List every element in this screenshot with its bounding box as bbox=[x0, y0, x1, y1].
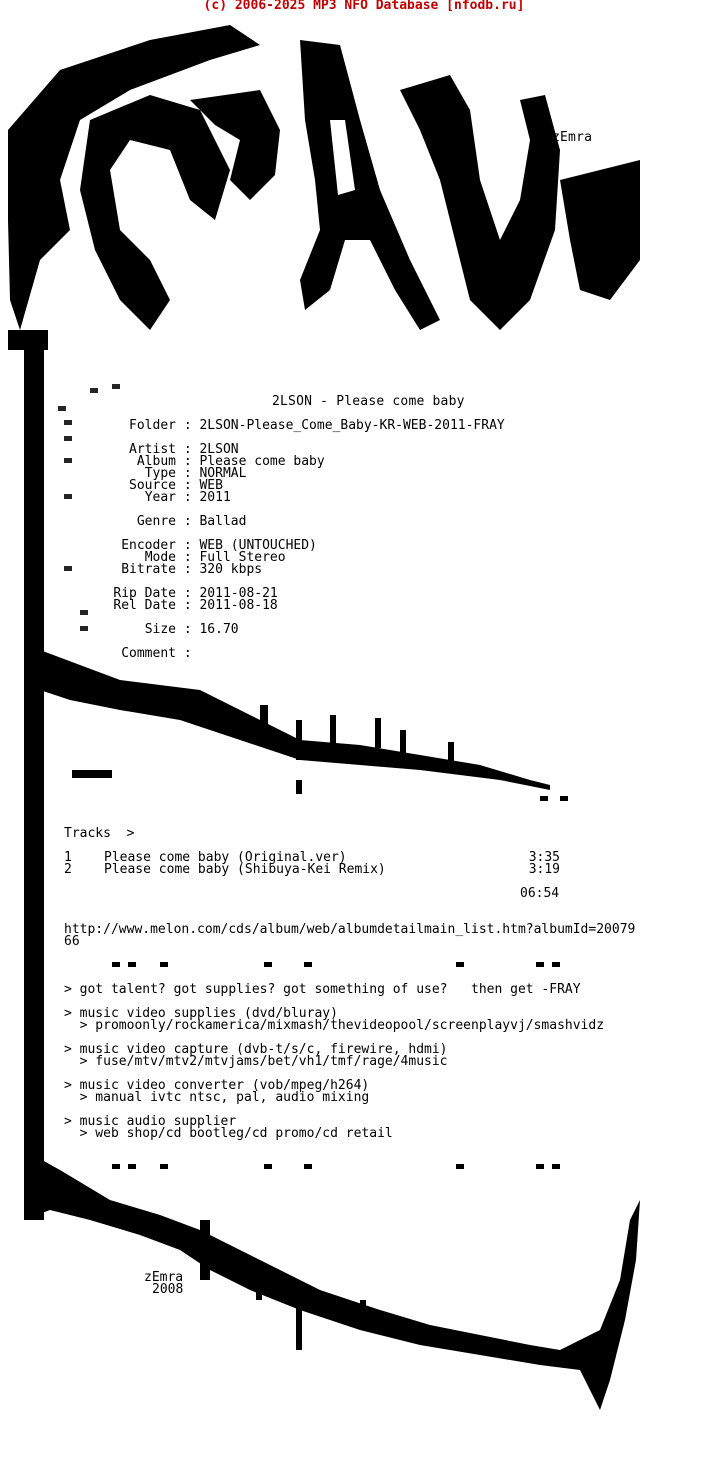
info-label: Type bbox=[144, 466, 176, 481]
ad-video-supplies-detail: > promoonly/rockamerica/mixmash/thevideopool/screenplayvj/smashvidz bbox=[64, 1018, 605, 1033]
info-label: Rel Date bbox=[113, 598, 176, 613]
info-size: Size : 16.70 bbox=[64, 624, 239, 636]
album-url-line2[interactable]: 66 bbox=[64, 934, 80, 949]
info-value: 2LSON-Please_Come_Baby-KR-WEB-2011-FRAY bbox=[199, 418, 505, 433]
info-label: Encoder bbox=[121, 538, 176, 553]
info-bitrate: Bitrate : 320 kbps bbox=[64, 564, 262, 576]
info-value: Full Stereo bbox=[199, 550, 286, 565]
tracks-heading: Tracks > bbox=[64, 826, 135, 841]
info-value: 2011-08-18 bbox=[199, 598, 278, 613]
dot-separator-bottom bbox=[112, 1164, 560, 1169]
info-value: NORMAL bbox=[199, 466, 247, 481]
info-label: Rip Date bbox=[113, 586, 176, 601]
track-title: Please come baby (Shibuya-Kei Remix) bbox=[104, 862, 386, 877]
info-label: Artist bbox=[129, 442, 176, 457]
info-mode: Mode : Full Stereo bbox=[64, 552, 286, 564]
ad-video-capture: > music video capture (dvb-t/s/c, firewire, hdmi) bbox=[64, 1042, 448, 1057]
info-label: Year bbox=[144, 490, 176, 505]
release-title: 2LSON - Please come baby bbox=[272, 394, 465, 409]
ad-video-capture-detail: > fuse/mtv/mtv2/mtvjams/bet/vh1/tmf/rage/4music bbox=[64, 1054, 448, 1069]
signature-top: zEmra bbox=[552, 130, 593, 145]
mid-art bbox=[40, 646, 568, 801]
track-time: 3:35 bbox=[528, 850, 560, 865]
total-time: 06:54 bbox=[520, 886, 560, 901]
track-number: 1 bbox=[64, 850, 72, 865]
info-folder: Folder : 2LSON-Please_Come_Baby-KR-WEB-2011-FRAY bbox=[64, 420, 505, 432]
info-value: 2LSON bbox=[199, 442, 239, 457]
info-comment: Comment : bbox=[64, 648, 199, 660]
logo-top-art bbox=[8, 25, 640, 1220]
album-url-line1[interactable]: http://www.melon.com/cds/album/web/albumdetailmain_list.htm?albumId=20079 bbox=[64, 922, 636, 937]
info-value: 2011-08-21 bbox=[199, 586, 278, 601]
info-value: WEB bbox=[199, 478, 223, 493]
info-rel-date: Rel Date : 2011-08-18 bbox=[64, 600, 278, 612]
ad-audio-supplier-detail: > web shop/cd bootleg/cd promo/cd retail bbox=[64, 1126, 393, 1141]
info-artist: Artist : 2LSON bbox=[64, 444, 239, 456]
info-value: Ballad bbox=[199, 514, 247, 529]
info-label: Bitrate bbox=[121, 562, 176, 577]
ad-video-converter-detail: > manual ivtc ntsc, pal, audio mixing bbox=[64, 1090, 370, 1105]
info-value: Please come baby bbox=[199, 454, 325, 469]
ad-audio-supplier: > music audio supplier bbox=[64, 1114, 237, 1129]
info-label: Mode bbox=[144, 550, 176, 565]
info-label: Folder bbox=[129, 418, 176, 433]
info-rip-date: Rip Date : 2011-08-21 bbox=[64, 588, 278, 600]
info-type: Type : NORMAL bbox=[64, 468, 246, 480]
track-time: 3:19 bbox=[528, 862, 560, 877]
bottom-art bbox=[24, 1150, 640, 1410]
track-row bbox=[64, 864, 560, 876]
info-genre: Genre : Ballad bbox=[64, 516, 246, 528]
info-label: Size bbox=[144, 622, 176, 637]
track-number: 2 bbox=[64, 862, 72, 877]
info-value: WEB (UNTOUCHED) bbox=[199, 538, 317, 553]
signature-bottom: zEmra bbox=[144, 1270, 184, 1285]
info-encoder: Encoder : WEB (UNTOUCHED) bbox=[64, 540, 317, 552]
info-label: Source bbox=[129, 478, 176, 493]
track-title: Please come baby (Original.ver) bbox=[104, 850, 347, 865]
ad-video-converter: > music video converter (vob/mpeg/h264) bbox=[64, 1078, 370, 1093]
dot-separator-top bbox=[112, 962, 560, 967]
ad-video-supplies: > music video supplies (dvd/bluray) bbox=[64, 1006, 338, 1021]
info-value: 320 kbps bbox=[199, 562, 263, 577]
info-album: Album : Please come baby bbox=[64, 456, 325, 468]
info-value: 16.70 bbox=[199, 622, 239, 637]
signature-year: 2008 bbox=[152, 1282, 184, 1297]
info-label: Genre bbox=[136, 514, 176, 529]
info-label: Album bbox=[136, 454, 176, 469]
info-label: Comment bbox=[121, 646, 176, 661]
info-source: Source : WEB bbox=[64, 480, 223, 492]
info-year: Year : 2011 bbox=[64, 492, 231, 504]
info-value: 2011 bbox=[199, 490, 231, 505]
ad-talent: > got talent? got supplies? got something of use? then get -FRAY bbox=[64, 982, 581, 997]
nfodb-header: (c) 2006-2025 MP3 NFO Database [nfodb.ru] bbox=[203, 0, 525, 13]
